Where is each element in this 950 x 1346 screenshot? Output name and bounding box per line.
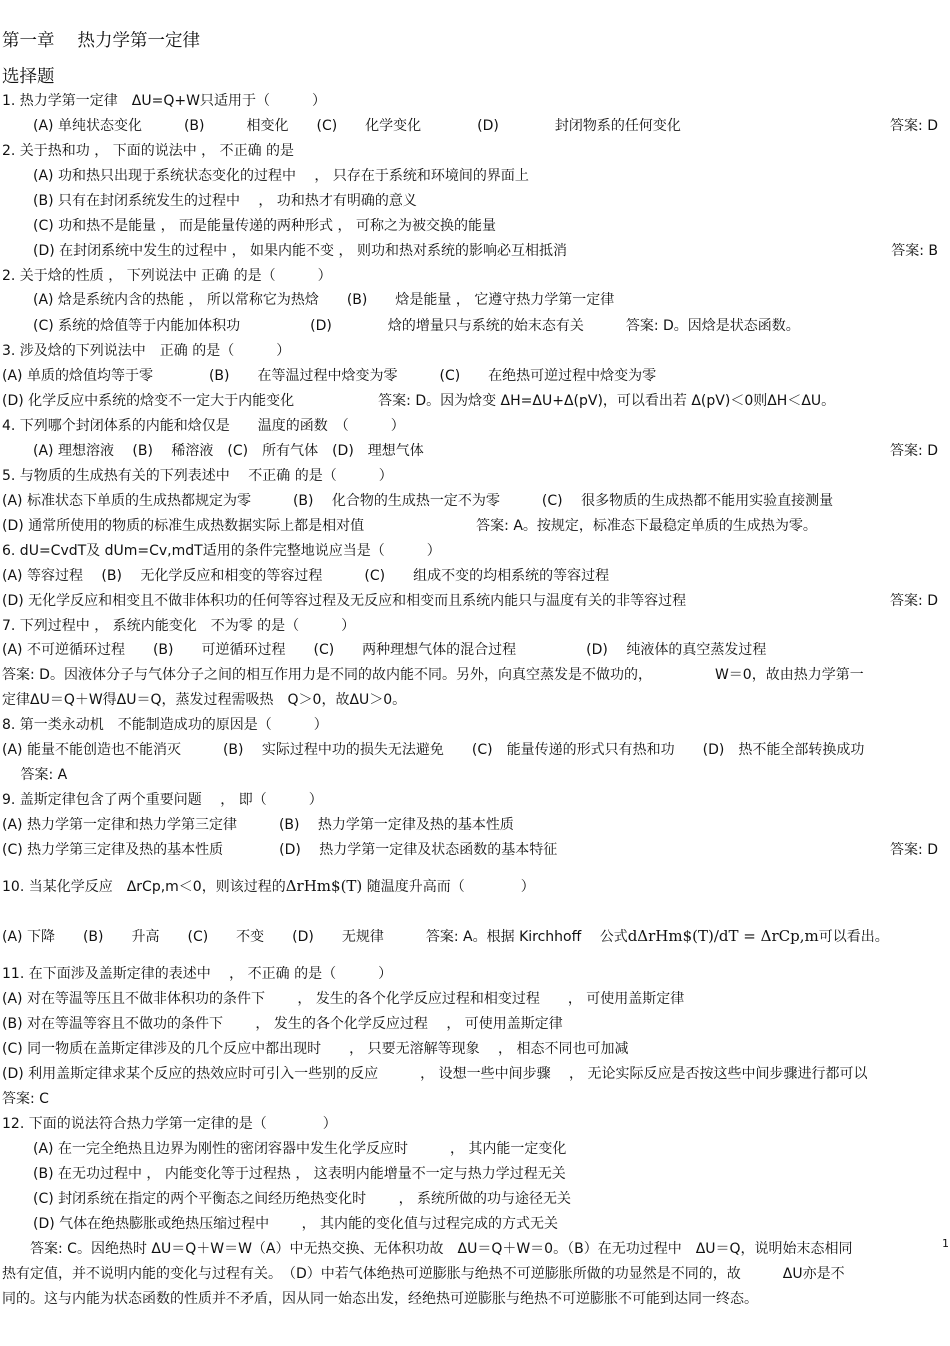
text-line bbox=[33, 442, 946, 460]
line-text: (A) 对在等温等压且不做非体积功的条件下 ， 发生的各个化学反应过程和相变过程 ， 可使用盖斯定律 bbox=[2, 991, 685, 1007]
line-text: (D) 在封闭系统中发生的过程中 ， 如果内能不变 ， 则功和热对系统的影响必互相抵消 bbox=[33, 243, 567, 259]
text-line bbox=[2, 791, 946, 809]
line-text: (D) 气体在绝热膨胀或绝热压缩过程中 ， 其内能的变化值与过程完成的方式无关 bbox=[33, 1216, 559, 1232]
text-line bbox=[2, 517, 946, 535]
line-text: 2. 关于热和功 ， 下面的说法中 ， 不正确 的是 bbox=[2, 143, 295, 159]
line-text: (D) 无化学反应和相变且不做非体积功的任何等容过程及无反应和相变而且系统内能只与温度有关的非等容过程 bbox=[2, 593, 687, 609]
line-text: (C) 功和热不是能量 ， 而是能量传递的两种形式 ， 可称之为被交换的能量 bbox=[33, 218, 496, 234]
text-line bbox=[2, 1015, 946, 1033]
formula: dΔrHm$(T)/dT = ΔrCp,m bbox=[627, 927, 819, 945]
line-text: (A) 标准状态下单质的生成热都规定为零 (B) 化合物的生成热一定不为零 (C) 很多物质的生成热都不能用实验直接测量 bbox=[2, 493, 834, 509]
line-text: (A) 等容过程 (B) 无化学反应和相变的等容过程 (C) 组成不变的均相系统的等容过程 bbox=[2, 568, 610, 584]
text-line bbox=[2, 741, 946, 759]
text-line bbox=[2, 492, 946, 510]
text-line bbox=[2, 417, 946, 435]
text-line bbox=[2, 716, 946, 734]
text-line bbox=[33, 117, 946, 135]
line-text: 答案: C bbox=[2, 1091, 49, 1107]
text-line bbox=[2, 1265, 946, 1283]
chapter-title: 第一章 热力学第一定律 bbox=[2, 31, 201, 51]
line-text: (A) 单质的焓值均等于零 (B) 在等温过程中焓变为零 (C) 在绝热可逆过程中焓变为零 bbox=[2, 368, 657, 384]
line-text: (B) 只有在封闭系统发生的过程中 ， 功和热才有明确的意义 bbox=[33, 193, 417, 209]
section-title: 选择题 bbox=[2, 67, 55, 87]
answer-label: 答案: B bbox=[891, 243, 938, 259]
text-line bbox=[33, 167, 946, 185]
text-line bbox=[33, 291, 946, 309]
text-line bbox=[33, 242, 946, 260]
line-text: 11. 在下面涉及盖斯定律的表述中 ， 不正确 的是（ ） bbox=[2, 966, 393, 982]
line-text: 6. dU=CvdT及 dUm=Cv,mdT适用的条件完整地说应当是（ ） bbox=[2, 543, 441, 559]
line-tail: 随温度升高而（ ） bbox=[362, 879, 535, 895]
line-text: 热有定值，并不说明内能的变化与过程有关。 （D）中若气体绝热可逆膨胀与绝热不可逆膨胀所做的功显然是不同的，故 ΔU亦是不 bbox=[2, 1266, 845, 1282]
line-text: 定律ΔU＝Q＋W得ΔU＝Q，蒸发过程需吸热 Q＞0，故ΔU＞0。 bbox=[2, 692, 407, 708]
line-text: (C) 系统的焓值等于内能加体积功 (D) 焓的增量只与系统的始末态有关 答案: D。因焓是状态函数。 bbox=[33, 318, 800, 334]
line-text: (A) 焓是系统内含的热能 ， 所以常称它为热焓 (B) 焓是能量 ， 它遵守热力学第一定律 bbox=[33, 292, 615, 308]
line-text: 2. 关于焓的性质 ， 下列说法中 正确 的是（ ） bbox=[2, 268, 332, 284]
text-line bbox=[2, 92, 946, 110]
text-line bbox=[33, 1215, 946, 1233]
text-line bbox=[33, 1165, 946, 1183]
text-line bbox=[2, 617, 946, 635]
text-line bbox=[2, 142, 946, 160]
text-line bbox=[2, 1240, 946, 1258]
text-line bbox=[2, 927, 946, 946]
line-text: (C) 热力学第三定律及热的基本性质 (D) 热力学第一定律及状态函数的基本特征 bbox=[2, 842, 558, 858]
text-line bbox=[2, 877, 946, 896]
line-text: 3. 涉及焓的下列说法中 正确 的是（ ） bbox=[2, 343, 291, 359]
text-line bbox=[33, 217, 946, 235]
text-line bbox=[2, 542, 946, 560]
line-text: 12. 下面的说法符合热力学第一定律的是（ ） bbox=[2, 1116, 337, 1132]
line-text: (A) 单纯状态变化 (B) 相变化 (C) 化学变化 (D) 封闭物系的任何变化 bbox=[33, 118, 681, 134]
text-line bbox=[33, 192, 946, 210]
text-line bbox=[2, 841, 946, 859]
text-line bbox=[33, 1140, 946, 1158]
formula: ΔrHm$(T) bbox=[285, 877, 363, 895]
line-tail: 可以看出。 bbox=[818, 929, 889, 945]
text-line bbox=[2, 766, 946, 784]
line-text: 10. 当某化学反应 ΔrCp,m＜0，则该过程的 bbox=[2, 879, 286, 895]
answer-label: 答案: D bbox=[890, 593, 938, 609]
text-line bbox=[2, 1065, 946, 1083]
text-line bbox=[2, 666, 946, 684]
line-text: (D) 化学反应中系统的焓变不一定大于内能变化 答案: D。因为焓变 ΔH=ΔU+Δ(pV)，可以看出若 Δ(pV)＜0则ΔH＜ΔU。 bbox=[2, 393, 836, 409]
line-text: 答案: D。因液体分子与气体分子之间的相互作用力是不同的故内能不同。另外，向真空蒸发是不做功的， W＝0，故由热力学第一 bbox=[2, 667, 864, 683]
line-text: 5. 与物质的生成热有关的下列表述中 不正确 的是（ ） bbox=[2, 468, 393, 484]
text-line bbox=[2, 691, 946, 709]
line-text: 4. 下列哪个封闭体系的内能和焓仅是 温度的函数 （ ） bbox=[2, 418, 405, 434]
line-text: 9. 盖斯定律包含了两个重要问题 ， 即（ ） bbox=[2, 792, 323, 808]
line-text: (B) 对在等温等容且不做功的条件下 ， 发生的各个化学反应过程 ， 可使用盖斯定律 bbox=[2, 1016, 563, 1032]
line-text: 答案: C。因绝热时 ΔU＝Q＋W＝W（A）中无热交换、无体积功故 ΔU＝Q＋W＝0。（B）在无功过程中 ΔU＝Q，说明始末态相同 bbox=[2, 1241, 853, 1257]
text-line bbox=[2, 467, 946, 485]
answer-label: 答案: D bbox=[890, 842, 938, 858]
line-text: 答案: A bbox=[2, 767, 68, 783]
text-line bbox=[2, 567, 946, 585]
line-text: 7. 下列过程中 ， 系统内能变化 不为零 的是（ ） bbox=[2, 618, 356, 634]
line-text: (A) 功和热只出现于系统状态变化的过程中 ， 只存在于系统和环境间的界面上 bbox=[33, 168, 529, 184]
text-line bbox=[2, 1290, 946, 1308]
line-text: (A) 在一完全绝热且边界为刚性的密闭容器中发生化学反应时 ， 其内能一定变化 bbox=[33, 1141, 567, 1157]
answer-label: 答案: D bbox=[890, 443, 938, 459]
text-line bbox=[2, 342, 946, 360]
line-text: (A) 不可逆循环过程 (B) 可逆循环过程 (C) 两种理想气体的混合过程 (D) 纯液体的真空蒸发过程 bbox=[2, 642, 767, 658]
text-line bbox=[2, 965, 946, 983]
text-line bbox=[33, 1190, 946, 1208]
line-text: (D) 利用盖斯定律求某个反应的热效应时可引入一些别的反应 ， 设想一些中间步骤 ， 无论实际反应是否按这些中间步骤进行都可以 bbox=[2, 1066, 868, 1082]
line-text: (A) 热力学第一定律和热力学第三定律 (B) 热力学第一定律及热的基本性质 bbox=[2, 817, 514, 833]
text-line bbox=[33, 317, 946, 335]
text-line bbox=[2, 1040, 946, 1058]
text-line bbox=[2, 367, 946, 385]
text-line bbox=[2, 816, 946, 834]
text-line bbox=[2, 392, 946, 410]
line-text: (A) 能量不能创造也不能消灭 (B) 实际过程中功的损失无法避免 (C) 能量传递的形式只有热和功 (D) 热不能全部转换成功 bbox=[2, 742, 865, 758]
answer-label: 答案: D bbox=[890, 118, 938, 134]
text-line bbox=[2, 641, 946, 659]
line-text: (C) 同一物质在盖斯定律涉及的几个反应中都出现时 ， 只要无溶解等现象 ， 相态不同也可加减 bbox=[2, 1041, 629, 1057]
page-number: 1 bbox=[942, 1237, 949, 1250]
text-line bbox=[2, 592, 946, 610]
line-text: 1. 热力学第一定律 ΔU=Q+W只适用于（ ） bbox=[2, 93, 326, 109]
line-text: (C) 封闭系统在指定的两个平衡态之间经历绝热变化时 ， 系统所做的功与途径无关 bbox=[33, 1191, 572, 1207]
text-line bbox=[2, 267, 946, 285]
text-line bbox=[2, 990, 946, 1008]
line-text: (B) 在无功过程中 ， 内能变化等于过程热 ， 这表明内能增量不一定与热力学过程无关 bbox=[33, 1166, 566, 1182]
line-text: 同的。这与内能为状态函数的性质并不矛盾，因从同一始态出发，经绝热可逆膨胀与绝热不可逆膨胀不可能到达同一终态。 bbox=[2, 1291, 758, 1307]
line-text: (D) 通常所使用的物质的标准生成热数据实际上都是相对值 答案: A。按规定，标准态下最稳定单质的生成热为零。 bbox=[2, 518, 817, 534]
line-text: 8. 第一类永动机 不能制造成功的原因是（ ） bbox=[2, 717, 328, 733]
line-text: (A) 下降 (B) 升高 (C) 不变 (D) 无规律 答案: A。根据 Kirchhoff 公式 bbox=[2, 929, 628, 945]
line-text: (A) 理想溶液 (B) 稀溶液 (C) 所有气体 (D) 理想气体 bbox=[33, 443, 424, 459]
text-line bbox=[2, 1090, 946, 1108]
text-line bbox=[2, 1115, 946, 1133]
